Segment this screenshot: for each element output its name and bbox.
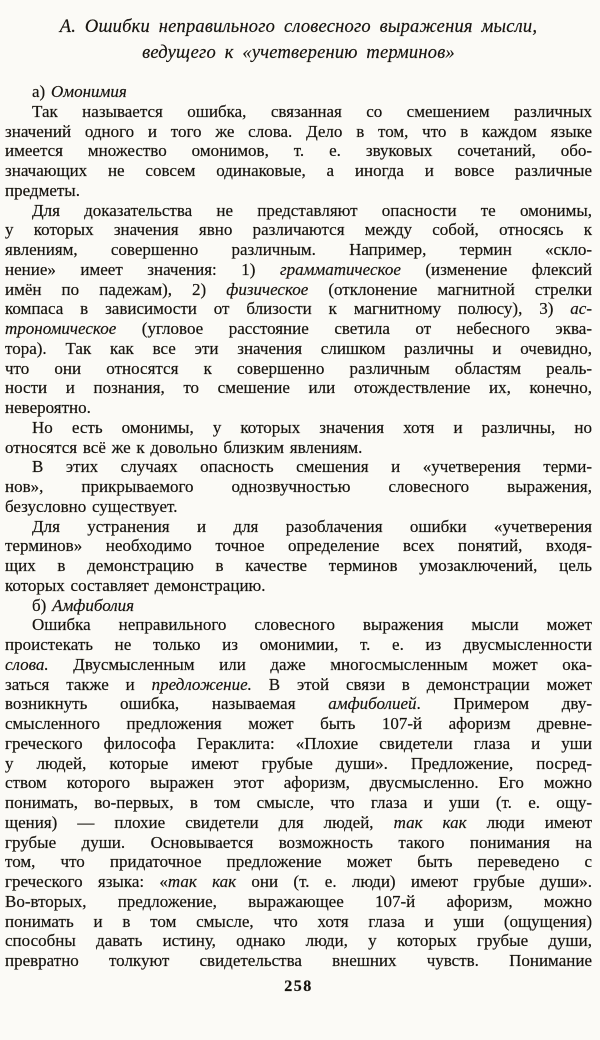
text-run: а) [32,82,51,101]
text-run: том, что придаточное предложение может быть переведено с [5,852,592,872]
text-run: имён по падежам), 2) [5,279,227,299]
paragraph [5,102,592,201]
text-line [5,912,592,932]
text-run: явлениям, совершенно различным. Например, термин «скло- [5,240,592,259]
text-run: понимать и в том смысле, что хотя глаза и уши (ощущения) [5,911,592,931]
paragraph [5,615,592,971]
text-line [5,378,592,398]
text-run: компаса в зависимости от близости к магнитному полюсу), 3) [5,299,571,319]
text-run: предметы. [5,180,80,200]
text-line [5,438,592,458]
text-line [5,418,592,438]
text-line [5,457,592,477]
text-line [5,201,592,221]
text-line [5,280,592,300]
text-line [5,675,592,695]
chapter-heading-line-1: А. Ошибки неправильного словесного выражения мысли, [59,17,538,37]
text-run: Двусмысленным или даже многосмысленным может ока- [48,654,592,674]
text-run: способны давать истину, однако люди, у которых грубые души, [5,931,592,951]
text-run: нов», прикрываемого однозвучностью словесного выражения, [5,477,592,496]
content [5,82,592,971]
italic-text-run: трономическое [5,319,117,338]
text-run: Ошибка неправильного словесного выражения мысли может [32,615,592,635]
text-run: Так называется ошибка, связанная со смешением различных [32,101,592,121]
text-line [5,615,592,635]
text-line [5,734,592,754]
text-run: Во-вторых, предложение, выражающее 107-й афоризм, можно [5,891,592,911]
text-run: что они относятся к совершенно различным областям реаль- [5,358,592,378]
chapter-heading [5,14,592,66]
italic-text-run: Омонимия [50,82,127,101]
text-run: относятся всё же к довольно близким явлениям. [5,437,363,457]
text-run: щения) — плохие свидетели для людей, [5,812,394,832]
text-run: значающих не совсем одинаковые, а иногда и вовсе различные [5,161,592,180]
text-run: грубые души. Основывается возможность такого понимания на [5,832,592,852]
text-run: невероятно. [5,398,91,417]
italic-text-run: слова. [5,654,49,674]
italic-text-run: грамматическое [279,259,401,279]
subsection-heading [5,82,592,102]
text-line [5,872,592,892]
paragraph [5,418,592,458]
text-line [5,102,592,122]
text-run: . Примером дву- [416,694,592,714]
text-line [5,852,592,872]
text-run: В этих случаях опасность смешения и «учетверения терми- [32,457,592,477]
text-run: понимать, во-первых, в том смысле, что глаза и уши (т. е. ощу- [5,793,592,812]
text-run: Для устранения и для разоблачения ошибки «учетверения [32,516,592,536]
text-line [5,122,592,142]
text-line [5,359,592,379]
text-run: которых составляет демонстрацию. [5,575,266,595]
paragraph [5,517,592,596]
text-line [5,813,592,833]
text-line [5,181,592,201]
text-run: у людей, которые имеют грубые души». Предложение, посред- [5,753,592,773]
page-number: 258 [284,977,313,995]
text-line [5,754,592,774]
text-line [5,319,592,339]
text-line [5,82,592,102]
italic-text-run: амфиболией [328,694,417,714]
text-line [5,892,592,912]
text-line [5,477,592,497]
text-run: ством которого выражен этот афоризм, двусмысленно. Его можно [5,773,592,793]
text-run: терминов» необходимо точное определение всех понятий, входя- [5,536,592,556]
text-line [5,161,592,181]
text-run: б) [32,595,53,615]
text-line [5,141,592,161]
italic-text-run: Амфиболия [52,595,135,615]
text-line [5,260,592,280]
text-run: (изменение флексий [400,259,592,279]
text-run: они (т. е. люди) имеют грубые души». [236,872,592,891]
text-line [5,398,592,418]
text-line [5,596,592,616]
text-run: щих в демонстрацию в качестве терминов умозаключений, цель [5,556,592,575]
text-line [5,793,592,813]
italic-text-run: так как [167,872,237,891]
text-run: превратно толкуют свидетельства внешних чувств. Понимание [5,951,592,970]
text-line [5,299,592,319]
text-line [5,556,592,576]
page-footer [5,978,592,996]
text-run: Но есть омонимы, у которых значения хотя и различны, но [32,417,592,437]
italic-text-run: предложение. [151,674,252,694]
italic-text-run: ас- [570,299,592,319]
text-run: тора). Так как все эти значения слишком различны и очевидно, [5,338,592,358]
paragraph [5,201,592,418]
chapter-heading-line-2: ведущего к «учетверению терминов» [142,43,455,63]
text-run: проистекать не только из омонимии, т. е. из двусмысленности [5,635,592,654]
text-run: значений одного и того же слова. Дело в том, что в каждом языке [5,121,592,141]
text-run: Для доказательства не представляют опасности те омонимы, [32,200,592,220]
text-line [5,931,592,951]
text-line [5,517,592,537]
text-run: ности и познания, то смешение или отождествление их, конечно, [5,378,592,398]
text-line [5,833,592,853]
text-run: греческого языка: « [5,872,168,891]
subsection-heading [5,596,592,616]
text-run: возникнуть ошибка, называемая [5,694,329,714]
paragraph [5,457,592,516]
italic-text-run: физическое [226,279,309,299]
text-line [5,773,592,793]
text-run: у которых значения явно различаются между собой, относясь к [5,220,592,240]
italic-text-run: так как [393,812,467,832]
text-line [5,576,592,596]
text-run: греческого философа Гераклита: «Плохие свидетели глаза и уши [5,733,592,753]
text-line [5,714,592,734]
text-run: В этой связи в демонстрации может [251,674,592,694]
text-run: имеется множество омонимов, т. е. звуковых сочетаний, обо- [5,141,592,161]
text-line [5,536,592,556]
text-run: (отклонение магнитной стрелки [308,279,592,299]
text-run: безусловно существует. [5,496,178,516]
text-run: нение» имеет значения: 1) [5,259,280,279]
text-line [5,655,592,675]
text-line [5,635,592,655]
text-line [5,240,592,260]
text-run: люди имеют [466,812,592,832]
text-line [5,220,592,240]
text-line [5,339,592,359]
text-line [5,497,592,517]
text-run: заться также и [5,674,152,694]
text-line [5,951,592,971]
text-run: (угловое расстояние светила от небесного эква- [116,319,592,338]
text-line [5,694,592,714]
text-run: смысленного предложения может быть 107-й афоризм древне- [5,714,592,733]
